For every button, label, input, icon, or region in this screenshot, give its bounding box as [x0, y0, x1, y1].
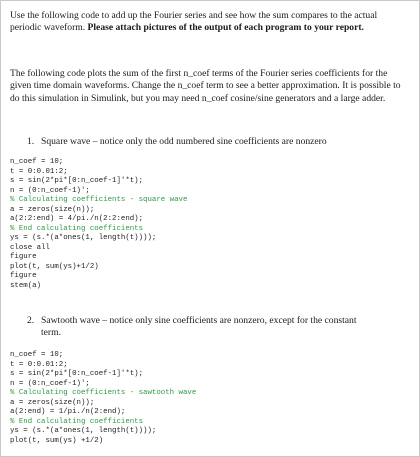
code-line: a = zeros(size(n));: [10, 205, 95, 214]
code-line: ys = (s.*(a*ones(1, length(t))));: [10, 427, 157, 435]
code-line: n = (0:n_coef-1)';: [10, 379, 90, 388]
code-comment-line: % End calculating coefficients: [10, 417, 144, 426]
code-line: ys = (s.*(a*ones(1, length(t))));: [10, 234, 157, 242]
code-line: n_coef = 10;: [10, 158, 64, 166]
code-line: a = zeros(size(n));: [10, 398, 95, 407]
list-item-text-continued: term.: [41, 327, 61, 339]
list-item-number: 1.: [27, 136, 35, 147]
intro-text: Use the following code to add up the Fourier series and see how the sum compares to the actual periodic waveform.: [10, 10, 378, 34]
code-line: s = sin(2*pi*[0:n_coef-1]'*t);: [10, 370, 144, 378]
code-line: n = (0:n_coef-1)';: [10, 186, 90, 195]
code-line: plot(t, sum(ys)+1/2): [10, 262, 99, 271]
description-paragraph: The following code plots the sum of the first n_coef terms of the Fourier series coefficients for the given time domain waveforms. Change the n_coef term to see a better approximation. It is possible to do this simulation in Simulink, but you may need n_coef cosine/sine generators and a large adder.: [10, 68, 401, 104]
code-line: t = 0:0.01:2;: [10, 167, 68, 176]
list-item-text: Square wave – notice only the odd numbered sine coefficients are nonzero: [41, 136, 327, 147]
code-comment-line: % Calculating coefficients - square wave: [10, 196, 188, 204]
intro-bold-instruction: Please attach pictures of the output of each program to your report.: [87, 22, 364, 34]
code-line: plot(t, sum(ys) +1/2): [10, 436, 104, 445]
code-line: n_coef = 10;: [10, 351, 64, 359]
list-item-sawtooth-wave: [27, 315, 399, 340]
code-line: s = sin(2*pi*[0:n_coef-1]'*t);: [10, 177, 144, 185]
code-comment-line: % Calculating coefficients - sawtooth wave: [10, 389, 197, 397]
code-comment-line: % End calculating coefficients: [10, 224, 144, 233]
code-block-square-wave: [10, 158, 410, 291]
code-line: t = 0:0.01:2;: [10, 360, 68, 369]
list-item-number: 2.: [27, 315, 35, 326]
intro-paragraph: [10, 10, 408, 35]
code-line: a(2:2:end) = 4/pi./n(2:2:end);: [10, 215, 144, 223]
code-line: a(2:end) = 1/pi./n(2:end);: [10, 408, 126, 416]
list-item-square-wave: [27, 136, 399, 148]
code-line: figure: [10, 272, 37, 280]
list-item-text: Sawtooth wave – notice only sine coefficients are nonzero, except for the constant: [41, 315, 357, 326]
code-line: close all: [10, 243, 50, 252]
code-block-sawtooth-wave: [10, 351, 410, 446]
code-line: figure: [10, 253, 37, 261]
code-line: stem(a): [10, 281, 42, 290]
